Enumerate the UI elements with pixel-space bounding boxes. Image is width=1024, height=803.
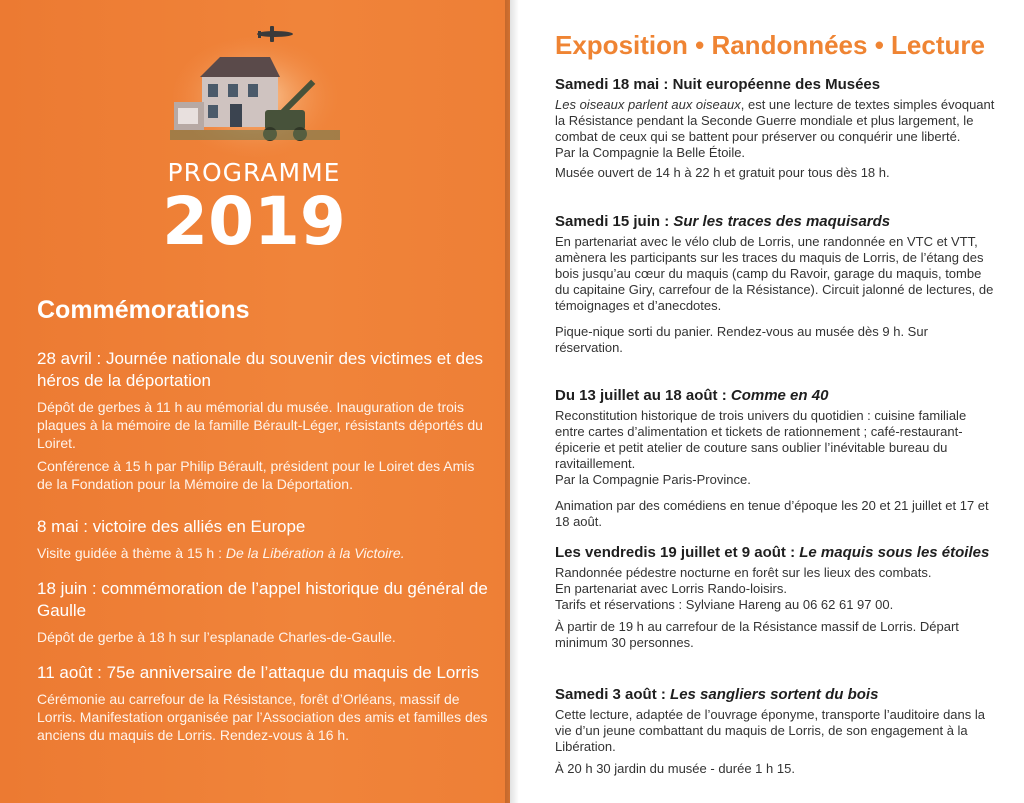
right-title: Exposition • Randonnées • Lecture [555,30,985,60]
commemoration-text: Cérémonie au carrefour de la Résistance, forêt d’Orléans, massif de Lorris. Manifestation organisée par l’Association des amis et familles des anciens du maquis de Lorris. Rendez-vous à 16 h. [37,691,488,743]
event-note: À partir de 19 h au carrefour de la Résistance massif de Lorris. Départ minimum 30 personnes. [555,619,959,650]
event-item [555,75,995,181]
section-title: Commémorations [37,296,250,324]
text-prefix: Visite guidée à thème à 15 h : [37,545,226,561]
event-date: Les vendredis 19 juillet et 9 août : [555,544,800,561]
event-date: Samedi 15 juin : [555,213,674,230]
event-company: Par la Compagnie la Belle Étoile. [555,145,746,160]
event-partner: En partenariat avec Lorris Rando-loisirs. [555,581,787,596]
event-heading [555,685,995,704]
event-date: Samedi 18 mai : [555,76,673,93]
event-item [555,212,995,356]
event-text-main: Reconstitution historique de trois univers du quotidien : cuisine familiale entre cartes d’alimentation et tickets de rationnement ; café-restaurant-épicerie et petit atelier de couture sans oublier l’inévitable bureau du ravitaillement. [555,408,967,471]
event-heading [555,543,995,562]
event-contact: Tarifs et réservations : Sylviane Hareng au 06 62 61 97 00. [555,597,894,612]
event-text [555,408,995,488]
event-item [555,543,995,651]
commemoration-text: Conférence à 15 h par Philip Bérault, président pour le Loiret des Amis de la Fondation pour la Mémoire de la Déportation. [37,458,475,492]
event-name: Comme en 40 [730,387,829,404]
commemoration-item [37,348,492,493]
commemoration-text: Dépôt de gerbes à 11 h au mémorial du musée. Inauguration de trois plaques à la mémoire de la famille Bérault-Léger, résistants déportés du Loiret. [37,399,483,451]
commemoration-text: Dépôt de gerbe à 18 h sur l’esplanade Charles-de-Gaulle. [37,629,396,645]
event-text: Cette lecture, adaptée de l’ouvrage éponyme, transporte l’auditoire dans la vie d’un jeune combattant du maquis de Lorris, de son engagement à la Libération. [555,707,985,754]
commemoration-item [37,578,492,646]
commemoration-heading: 28 avril : Journée nationale du souvenir des victimes et des héros de la déportation [37,349,484,390]
programme-year: 2019 [162,183,346,260]
page-fold [505,0,519,803]
event-text-rest: , est une lecture de textes simples évoquant la Résistance pendant la Seconde Guerre mondiale et plus largement, le combat de ceux qui se battent pour préserver ou conquérir une liberté. [555,97,995,144]
event-heading [555,75,995,94]
text-italic: De la Libération à la Victoire. [225,545,405,561]
event-text: En partenariat avec le vélo club de Lorris, une randonnée en VTC et VTT, amènera les participants sur les traces du maquis de Lorris, de l’étang des bois jusqu’au cœur du maquis (camp du Ravoir, garage du maquis, tombe du capitaine Giry, carrefour de la Résistance). Circuit jalonné de lectures, de témoignages et d’anecdotes. [555,234,994,313]
event-heading [555,386,995,405]
commemoration-item [37,516,492,562]
event-note: Pique-nique sorti du panier. Rendez-vous au musée dès 9 h. Sur réservation. [555,324,928,355]
commemoration-heading: 11 août : 75e anniversaire de l’attaque du maquis de Lorris [37,663,479,682]
event-item [555,386,995,530]
event-heading [555,212,995,231]
programme-label: PROGRAMME [167,158,341,187]
event-text-main: Randonnée pédestre nocturne en forêt sur les lieux des combats. [555,565,932,580]
event-text [555,97,995,161]
event-date: Samedi 3 août : [555,686,671,703]
left-panel [0,0,510,803]
event-note: À 20 h 30 jardin du musée - durée 1 h 15. [555,761,795,776]
event-text [555,565,995,613]
event-item [555,685,995,777]
event-name: Nuit européenne des Musées [672,76,881,93]
event-name: Sur les traces des maquisards [673,213,891,230]
event-italic: Les oiseaux parlent aux oiseaux [555,97,741,112]
event-date: Du 13 juillet au 18 août : [555,387,731,404]
event-company: Par la Compagnie Paris-Province. [555,472,751,487]
commemoration-item [37,662,492,744]
commemoration-heading: 18 juin : commémoration de l’appel historique du général de Gaulle [37,579,488,620]
event-name: Le maquis sous les étoiles [799,544,990,561]
event-note: Musée ouvert de 14 h à 22 h et gratuit pour tous dès 18 h. [555,165,890,180]
right-panel [519,0,1024,803]
museum-illustration [170,22,340,162]
commemoration-heading: 8 mai : victoire des alliés en Europe [37,517,306,536]
event-note: Animation par des comédiens en tenue d’époque les 20 et 21 juillet et 17 et 18 août. [555,498,989,529]
event-name: Les sangliers sortent du bois [670,686,879,703]
commemoration-text [37,544,492,562]
